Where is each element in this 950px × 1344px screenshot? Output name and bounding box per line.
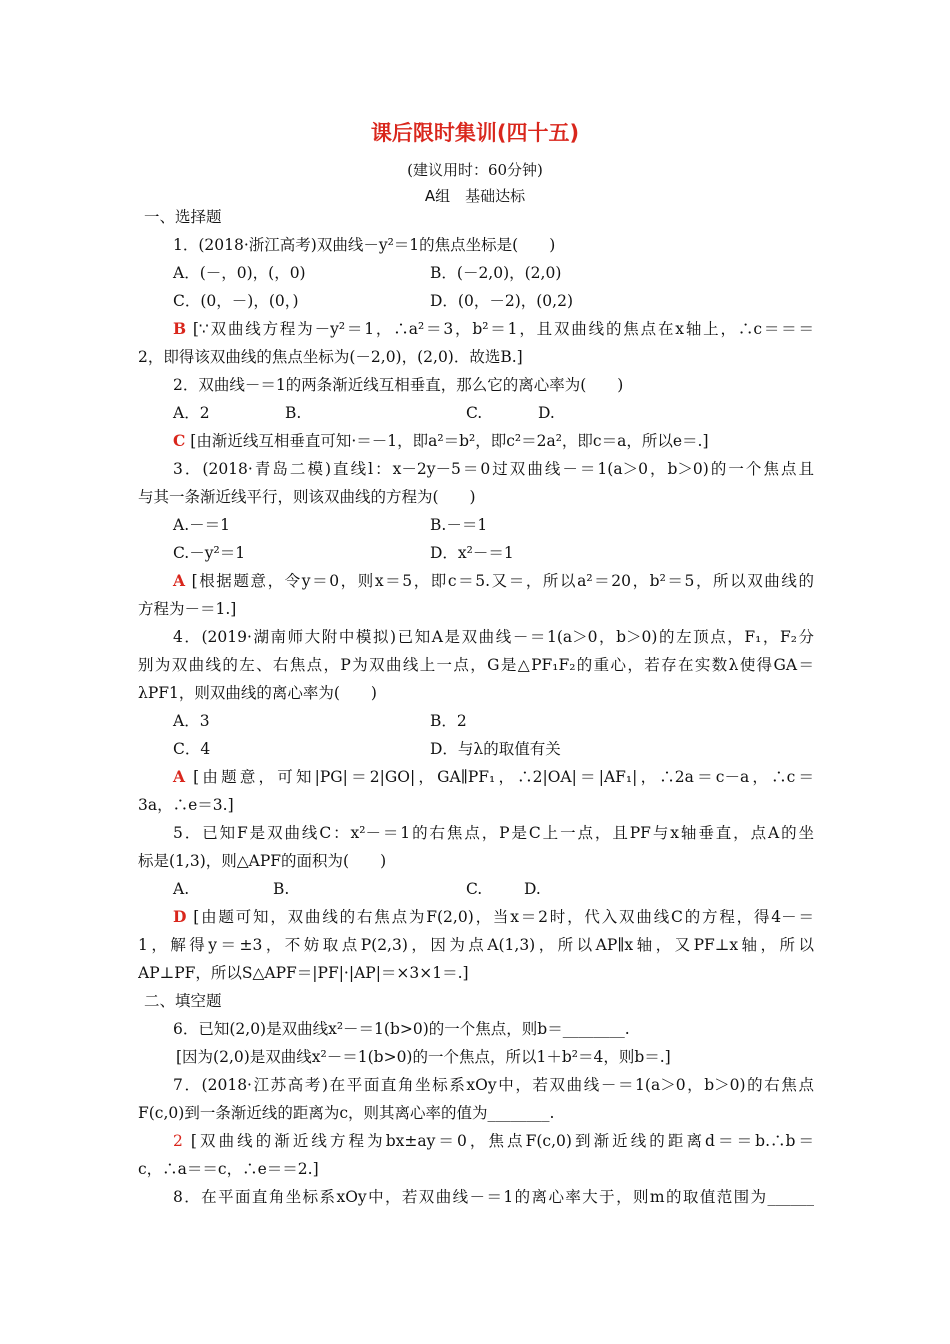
q3-option-a: A.－＝1 bbox=[173, 516, 230, 534]
q5-solution-line-3: AP⊥PF，所以S△APF＝|PF|·|AP|＝×3×1＝.] bbox=[138, 964, 469, 982]
q8-stem: 8．在平面直角坐标系xOy中，若双曲线－＝1的离心率大于，则m的取值范围为______ bbox=[173, 1188, 814, 1206]
q5-options bbox=[138, 875, 814, 903]
q3-stem-line-2: 与其一条渐近线平行，则该双曲线的方程为( ) bbox=[138, 488, 476, 506]
page-title: 课后限时集训(四十五) bbox=[370, 121, 580, 145]
q4-stem-line-3: λPF1，则双曲线的离心率为( ) bbox=[138, 684, 377, 702]
q3-option-d: D．x²－＝1 bbox=[430, 544, 514, 562]
q3-solution-line-2: 方程为－＝1.] bbox=[138, 600, 237, 618]
q7-stem-line-1: 7．(2018·江苏高考)在平面直角坐标系xOy中，若双曲线－＝1(a＞0，b＞0)的右焦点 bbox=[173, 1076, 814, 1094]
section-fill-heading: 二、填空题 bbox=[144, 992, 222, 1010]
q5-option-b: B. bbox=[273, 880, 290, 898]
q3-options-cd bbox=[138, 539, 814, 567]
q3-answer: A bbox=[173, 571, 186, 590]
exercise-content bbox=[138, 203, 814, 1211]
q2-answer: C bbox=[173, 431, 186, 450]
q5-answer: D bbox=[173, 907, 187, 926]
q5-stem-line-1: 5．已知F是双曲线C：x²－＝1的右焦点，P是C上一点，且PF与x轴垂直，点A的坐 bbox=[173, 824, 814, 842]
q1-options-ab bbox=[138, 259, 814, 287]
q2-option-d: D. bbox=[538, 404, 555, 422]
q3-options-ab bbox=[138, 511, 814, 539]
section-choice-heading: 一、选择题 bbox=[144, 208, 222, 226]
q3-stem-line-1: 3．(2018·青岛二模)直线l：x－2y－5＝0过双曲线－＝1(a＞0，b＞0)的一个焦点且 bbox=[173, 460, 814, 478]
q1-option-a: A．(－，0)，(，0) bbox=[173, 264, 306, 282]
q3-solution-line-1: A [根据题意，令y＝0，则x＝5，即c＝5.又＝，所以a²＝20，b²＝5，所以双曲线的 bbox=[173, 571, 814, 590]
q4-option-b: B．2 bbox=[430, 712, 467, 730]
q4-options-cd bbox=[138, 735, 814, 763]
q4-stem-line-2: 别为双曲线的左、右焦点，P为双曲线上一点，G是△PF₁F₂的重心，若存在实数λ使得GA＝ bbox=[138, 656, 814, 674]
q5-stem-line-2: 标是(1,3)，则△APF的面积为( ) bbox=[138, 852, 387, 870]
q5-option-c: C. bbox=[466, 880, 483, 898]
q4-solution-line-2: 3a，∴e＝3.] bbox=[138, 796, 234, 814]
q1-answer: B bbox=[173, 319, 187, 338]
q2-option-c: C. bbox=[466, 404, 483, 422]
q4-solution-line-1: A [由题意，可知|PG|＝2|GO|，GA∥PF₁，∴2|OA|＝|AF₁|，∴2a＝c－a，∴c＝ bbox=[173, 767, 814, 786]
q2-solution: C [由渐近线互相垂直可知·＝－1，即a²＝b²，即c²＝2a²，即c＝a，所以e＝.] bbox=[173, 431, 709, 450]
q2-stem: 2．双曲线－＝1的两条渐近线互相垂直，那么它的离心率为( ) bbox=[173, 376, 624, 394]
q2-option-a: A．2 bbox=[173, 404, 210, 422]
q1-solution-line-2: 2，即得该双曲线的焦点坐标为(－2,0)，(2,0)．故选B.] bbox=[138, 348, 523, 366]
q1-stem: 1．(2018·浙江高考)双曲线－y²＝1的焦点坐标是( ) bbox=[173, 236, 556, 254]
q4-option-d: D．与λ的取值有关 bbox=[430, 740, 561, 758]
q1-solution-line-1: B [∵双曲线方程为－y²＝1，∴a²＝3，b²＝1，且双曲线的焦点在x轴上，∴c＝＝＝ bbox=[173, 319, 814, 338]
q5-option-d: D. bbox=[524, 880, 541, 898]
q4-options-ab bbox=[138, 707, 814, 735]
time-suggestion: (建议用时：60分钟) bbox=[407, 161, 543, 179]
q1-option-b: B．(－2,0)，(2,0) bbox=[430, 264, 562, 282]
q7-answer: 2 bbox=[173, 1132, 183, 1150]
q1-option-d: D．(0，－2)，(0,2) bbox=[430, 292, 573, 310]
q7-stem-line-2: F(c,0)到一条渐近线的距离为c，则其离心率的值为________. bbox=[138, 1104, 555, 1122]
q1-option-c: C．(0，－)，(0，) bbox=[173, 292, 299, 310]
q3-option-c: C.－y²＝1 bbox=[173, 544, 246, 562]
q4-option-c: C．4 bbox=[173, 740, 211, 758]
q6-solution: [因为(2,0)是双曲线x²－＝1(b>0)的一个焦点，所以1＋b²＝4，则b＝.] bbox=[176, 1048, 671, 1066]
q5-solution-line-2: 1，解得y＝±3，不妨取点P(2,3)，因为点A(1,3)，所以AP∥x轴，又PF⊥x轴，所以 bbox=[138, 936, 814, 954]
q5-option-a: A. bbox=[173, 880, 190, 898]
q7-solution-line-1: 2 [双曲线的渐近线方程为bx±ay＝0，焦点F(c,0)到渐近线的距离d＝＝b.∴b＝ bbox=[173, 1132, 814, 1150]
q3-option-b: B.－＝1 bbox=[430, 516, 488, 534]
q2-option-b: B. bbox=[285, 404, 302, 422]
q7-solution-line-2: c，∴a＝＝c，∴e＝＝2.] bbox=[138, 1160, 319, 1178]
q5-solution-line-1: D [由题可知，双曲线的右焦点为F(2,0)，当x＝2时，代入双曲线C的方程，得4－＝ bbox=[173, 907, 814, 926]
q6-stem: 6．已知(2,0)是双曲线x²－＝1(b>0)的一个焦点，则b＝________. bbox=[173, 1020, 630, 1038]
q1-options-cd bbox=[138, 287, 814, 315]
group-heading: A组 基础达标 bbox=[424, 187, 526, 205]
q2-options bbox=[138, 399, 814, 427]
q4-option-a: A．3 bbox=[173, 712, 210, 730]
q4-answer: A bbox=[173, 767, 186, 786]
q4-stem-line-1: 4．(2019·湖南师大附中模拟)已知A是双曲线－＝1(a＞0，b＞0)的左顶点，F₁，F₂分 bbox=[173, 628, 814, 646]
